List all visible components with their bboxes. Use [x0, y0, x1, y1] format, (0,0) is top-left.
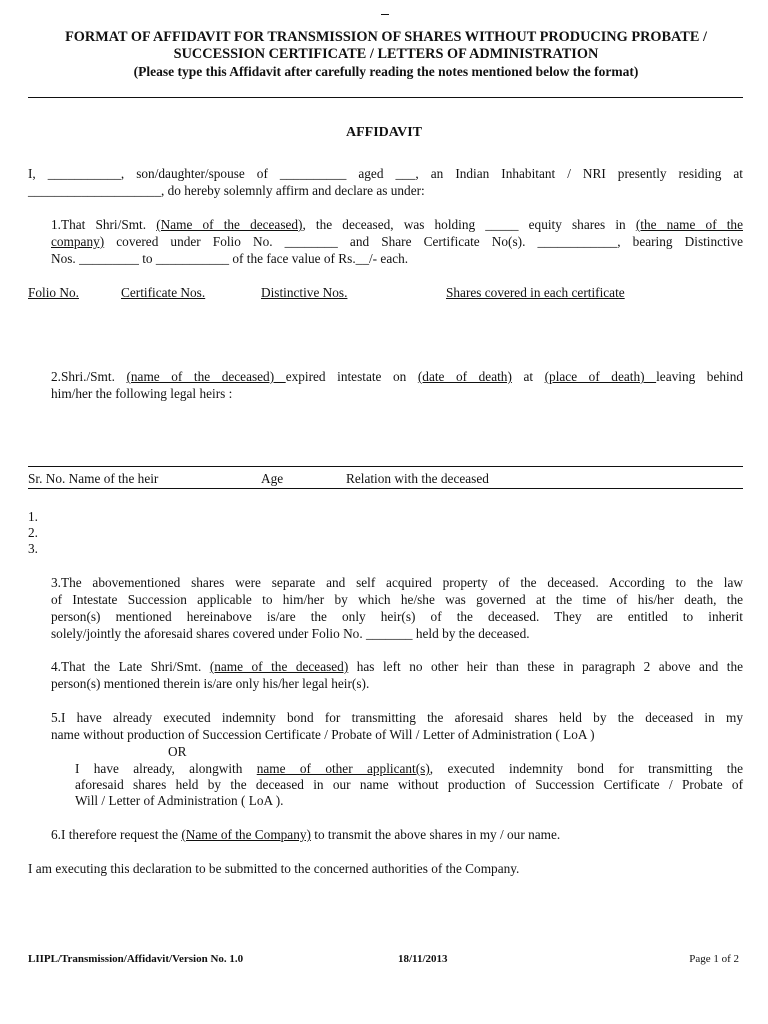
para2-text: leaving behind [656, 369, 744, 384]
deceased-name-placeholder: (Name of the deceased) [156, 217, 303, 232]
para3-line-2: of Intestate Succession applicable to him/her by which he/she was governed at the time of his/her death, the [51, 592, 743, 607]
para5-text: , executed indemnity bond for transmitting the [429, 761, 744, 776]
header-dash-mark [381, 14, 389, 15]
document-instruction-note: (Please type this Affidavit after carefully reading the notes mentioned below the format) [133, 64, 639, 79]
para1-line-2 [51, 234, 743, 251]
para3-line-1: 3.The abovementioned shares were separate and self acquired property of the deceased. According to the law [51, 575, 743, 590]
para6-text: 6.I therefore request the [51, 827, 182, 842]
folio-header-certificate-nos: Certificate Nos. [121, 285, 206, 300]
para5-text: I have already, alongwith [75, 761, 257, 776]
folio-header-distinctive-nos: Distinctive Nos. [261, 285, 348, 300]
company-name-placeholder: (the name of the [635, 217, 743, 232]
other-applicant-placeholder: name of other applicant(s) [256, 761, 430, 776]
folio-header-folio-no: Folio No. [28, 285, 79, 300]
para2-line-1 [51, 369, 743, 386]
intro-line-1: I, ___________, son/daughter/spouse of __________ aged ___, an Indian Inhabitant / NRI presently residing at [28, 166, 743, 181]
para1-text: , the deceased, was holding _____ equity shares in [302, 217, 636, 232]
declaration-statement: I am executing this declaration to be submitted to the concerned authorities of the Company. [28, 861, 520, 876]
affidavit-heading: AFFIDAVIT [346, 125, 422, 140]
para3-line-4: solely/jointly the aforesaid shares covered under Folio No. _______ held by the deceased. [51, 626, 530, 641]
para2-line-2: him/her the following legal heirs : [51, 386, 233, 401]
para3-line-3: person(s) mentioned hereinabove is/are the only heir(s) of the deceased. They are entitled to inherit [51, 609, 743, 624]
company-name-placeholder: (Name of the Company) [181, 827, 311, 842]
para5-or: OR [168, 744, 187, 759]
para5-alt-line-1 [75, 761, 743, 778]
para1-line-3: Nos. _________ to ___________ of the face value of Rs.__/- each. [51, 251, 409, 266]
heir-row-1: 1. [28, 509, 38, 524]
para4-text: 4.That the Late Shri/Smt. [51, 659, 210, 674]
para2-text: at [511, 369, 545, 384]
company-name-placeholder-cont: company) [51, 234, 105, 249]
para2-text: 2.Shri./Smt. [51, 369, 127, 384]
para5-alt-line-2: aforesaid shares held by the deceased in our name without production of Succession Certificate / Probate of [75, 777, 743, 792]
heir-row-2: 2. [28, 525, 38, 540]
para2-text: expired intestate on [285, 369, 418, 384]
para4-line-1 [51, 659, 743, 676]
para5-line-2: name without production of Succession Certificate / Probate of Will / Letter of Administration ( LoA ) [51, 727, 595, 742]
document-title-line-2: SUCCESSION CERTIFICATE / LETTERS OF ADMINISTRATION [173, 46, 599, 62]
deceased-name-placeholder: (name of the deceased) [209, 659, 349, 674]
para6-text: to transmit the above shares in my / our name. [310, 827, 561, 842]
para1-line-1 [51, 217, 743, 234]
footer-reference: LIIPL/Transmission/Affidavit/Version No. 1.0 [28, 953, 244, 965]
para1-text: covered under Folio No. ________ and Share Certificate No(s). ____________, bearing Distinctive [104, 234, 743, 249]
para5-line-1: 5.I have already executed indemnity bond for transmitting the aforesaid shares held by the deceased in my [51, 710, 743, 725]
intro-line-2: ____________________, do hereby solemnly affirm and declare as under: [28, 183, 425, 198]
heir-row-3: 3. [28, 541, 38, 556]
heirs-header-name: Sr. No. Name of the heir [28, 471, 159, 486]
para4-text: has left no other heir than these in paragraph 2 above and the [348, 659, 743, 674]
para6-line [51, 827, 743, 844]
folio-header-shares-covered: Shares covered in each certificate [446, 285, 625, 300]
date-of-death-placeholder: (date of death) [417, 369, 512, 384]
footer-date: 18/11/2013 [398, 953, 448, 965]
document-title-line-1: FORMAT OF AFFIDAVIT FOR TRANSMISSION OF SHARES WITHOUT PRODUCING PROBATE / [65, 29, 707, 45]
heirs-table-header-rule [28, 488, 743, 489]
footer-page-number: Page 1 of 2 [689, 953, 739, 965]
header-divider [28, 97, 743, 98]
heirs-header-age: Age [261, 471, 284, 486]
deceased-name-placeholder: (name of the deceased) [126, 369, 286, 384]
para4-line-2: person(s) mentioned therein is/are only his/her legal heir(s). [51, 676, 370, 691]
place-of-death-placeholder: (place of death) [544, 369, 657, 384]
para5-alt-line-3: Will / Letter of Administration ( LoA ). [75, 793, 284, 808]
heirs-table-top-rule [28, 466, 743, 467]
para1-text: 1.That Shri/Smt. [51, 217, 157, 232]
heirs-header-relation: Relation with the deceased [346, 471, 489, 486]
